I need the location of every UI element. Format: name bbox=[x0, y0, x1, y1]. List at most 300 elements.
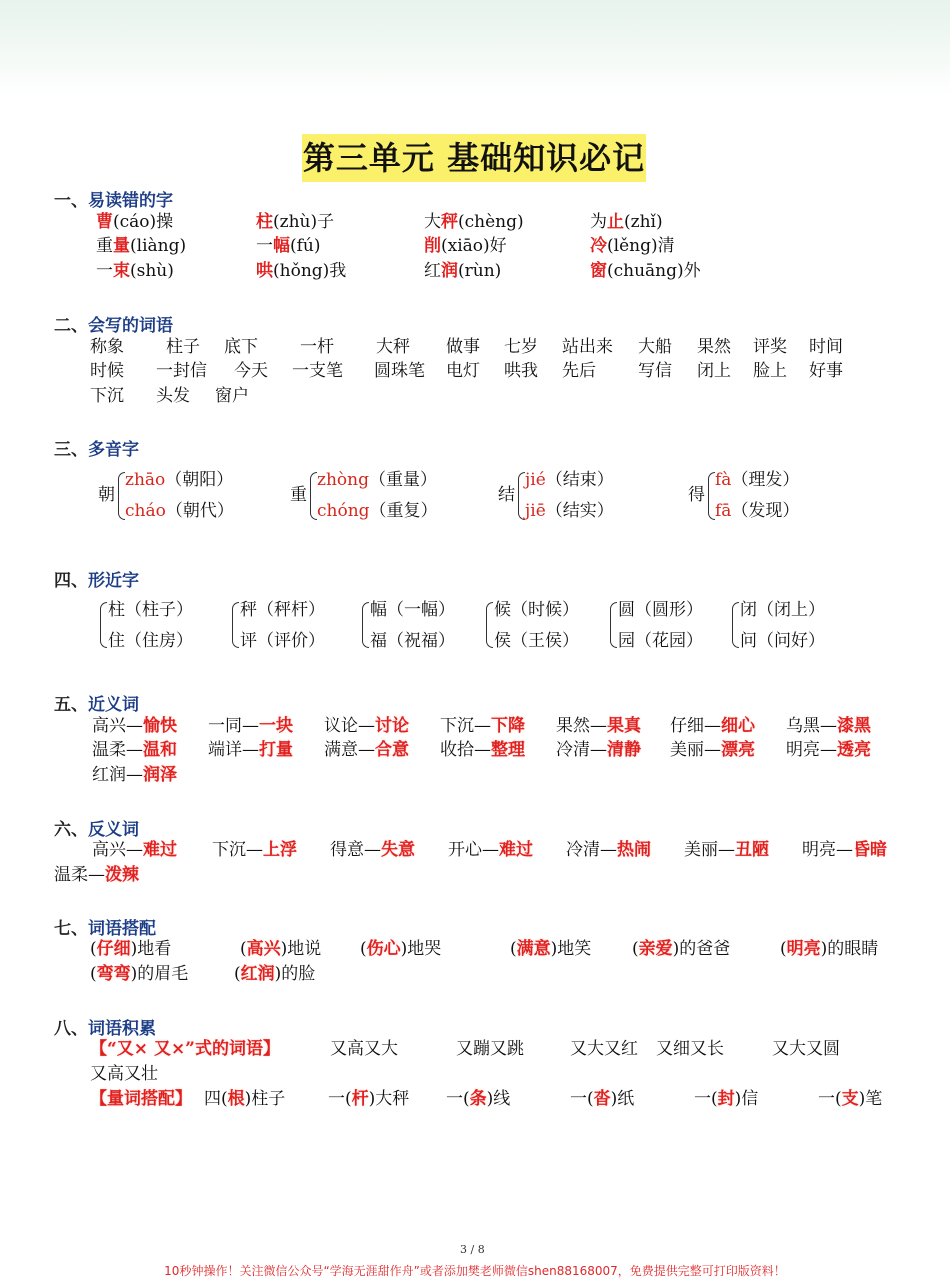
synonym-answer: 合意 bbox=[375, 740, 409, 760]
word-item bbox=[224, 335, 258, 359]
similar-char-text: 柱（柱子） bbox=[108, 600, 193, 620]
example-word: （朝阳） bbox=[165, 470, 234, 490]
word-text: )地哭 bbox=[400, 939, 442, 959]
synonym-answer: 打量 bbox=[259, 740, 293, 760]
word-text: 又大又圆 bbox=[772, 1039, 840, 1059]
polyphone-reading bbox=[715, 468, 799, 492]
pinyin-text: (zhǐ) bbox=[624, 212, 663, 232]
polyphone-char bbox=[98, 483, 115, 507]
polyphone-reading bbox=[317, 499, 438, 523]
word-text: 议论— bbox=[324, 716, 375, 736]
polyphone-char bbox=[290, 483, 307, 507]
section-1-heading: 一、易读错的字 bbox=[54, 191, 173, 211]
measure-word-tag bbox=[90, 1087, 192, 1111]
pinyin-text: (xiāo)好 bbox=[441, 236, 507, 256]
word-text: 做事 bbox=[446, 337, 480, 357]
word-item bbox=[562, 359, 596, 383]
plain-char: 重 bbox=[96, 236, 113, 256]
similar-char-entry bbox=[618, 629, 703, 653]
brace-bracket bbox=[118, 472, 125, 520]
synonym-answer: 细心 bbox=[721, 716, 755, 736]
section-2-heading: 二、会写的词语 bbox=[54, 316, 173, 336]
word-item bbox=[292, 359, 343, 383]
word-text: 柱子 bbox=[166, 337, 200, 357]
bracket-text: ( bbox=[632, 939, 639, 959]
word-text: 冷清— bbox=[556, 740, 607, 760]
brace-bracket bbox=[100, 602, 107, 648]
antonym-pair bbox=[330, 838, 415, 862]
collocation-item bbox=[360, 937, 441, 961]
collocation-item bbox=[234, 962, 315, 986]
word-text: 四( bbox=[204, 1089, 228, 1109]
word-item bbox=[374, 359, 425, 383]
polyphone-reading bbox=[525, 499, 614, 523]
brace-bracket bbox=[362, 602, 369, 648]
word-text: 先后 bbox=[562, 361, 596, 381]
pattern-tag-text: 【“又× 又×”式的词语】 bbox=[90, 1039, 280, 1059]
highlighted-char: 曹 bbox=[96, 212, 113, 232]
collocation-item bbox=[632, 937, 730, 961]
bracket-text: ( bbox=[780, 939, 787, 959]
word-text: 一( bbox=[328, 1089, 352, 1109]
word-text: 下沉— bbox=[440, 716, 491, 736]
collocation-item bbox=[90, 937, 171, 961]
synonym-pair bbox=[92, 714, 177, 738]
plain-char: 红 bbox=[424, 261, 441, 281]
collocation-item bbox=[240, 937, 321, 961]
word-text: 一( bbox=[446, 1089, 470, 1109]
pinyin-text: (cáo)操 bbox=[113, 212, 174, 232]
similar-char-text: 秤（秤杆） bbox=[240, 600, 325, 620]
antonym-answer: 丑陋 bbox=[735, 840, 769, 860]
section-8-heading: 八、词语积累 bbox=[54, 1019, 156, 1039]
section-6-heading: 六、反义词 bbox=[54, 820, 139, 840]
brace-bracket bbox=[610, 602, 617, 648]
pinyin-text: fà bbox=[715, 470, 732, 490]
word-text: )地看 bbox=[130, 939, 172, 959]
word-text: 窗户 bbox=[215, 386, 249, 406]
word-text: 大秤 bbox=[376, 337, 410, 357]
polyphone-base-char: 得 bbox=[688, 485, 705, 505]
word-item bbox=[638, 335, 672, 359]
word-text: 美丽— bbox=[684, 840, 735, 860]
misread-char-entry bbox=[256, 234, 321, 258]
collocation-answer: 亲爱 bbox=[638, 939, 673, 959]
synonym-pair bbox=[208, 714, 293, 738]
collocation-answer: 红润 bbox=[240, 964, 275, 984]
polyphone-reading bbox=[525, 468, 614, 492]
word-text: 收拾— bbox=[440, 740, 491, 760]
pattern-tag bbox=[90, 1037, 280, 1061]
measure-word-item bbox=[328, 1087, 409, 1111]
word-text: 好事 bbox=[809, 361, 843, 381]
highlighted-char: 冷 bbox=[590, 236, 607, 256]
word-item bbox=[156, 359, 207, 383]
synonym-answer: 润泽 bbox=[143, 765, 177, 785]
word-item bbox=[753, 335, 787, 359]
highlighted-char: 束 bbox=[113, 261, 130, 281]
polyphone-char bbox=[498, 483, 515, 507]
word-text: )的眉毛 bbox=[130, 964, 189, 984]
brace-bracket bbox=[310, 472, 317, 520]
word-text: 哄我 bbox=[504, 361, 538, 381]
word-text: )的眼睛 bbox=[820, 939, 879, 959]
similar-char-text: 候（时候） bbox=[494, 600, 579, 620]
brace-bracket bbox=[232, 602, 239, 648]
antonym-pair bbox=[566, 838, 651, 862]
highlighted-char: 幅 bbox=[273, 236, 290, 256]
section-7-heading: 七、词语搭配 bbox=[54, 919, 156, 939]
highlighted-char: 窗 bbox=[590, 261, 607, 281]
antonym-pair bbox=[802, 838, 887, 862]
antonym-pair bbox=[448, 838, 533, 862]
word-text: 闭上 bbox=[697, 361, 731, 381]
pattern-word bbox=[456, 1037, 524, 1061]
word-text: 端详— bbox=[208, 740, 259, 760]
highlighted-char: 柱 bbox=[256, 212, 273, 232]
measure-word-answer: 杆 bbox=[351, 1089, 369, 1109]
misread-char-entry bbox=[590, 210, 663, 234]
word-text: )信 bbox=[734, 1089, 759, 1109]
word-text: 一( bbox=[694, 1089, 718, 1109]
word-text: 大船 bbox=[638, 337, 672, 357]
measure-word-item bbox=[570, 1087, 634, 1111]
polyphone-reading bbox=[125, 499, 234, 523]
example-word: （重复） bbox=[369, 501, 438, 521]
word-text: 高兴— bbox=[92, 840, 143, 860]
measure-word-answer: 根 bbox=[227, 1089, 245, 1109]
word-text: 圆珠笔 bbox=[374, 361, 425, 381]
word-text: 脸上 bbox=[753, 361, 787, 381]
word-text: 开心— bbox=[448, 840, 499, 860]
example-word: （理发） bbox=[731, 470, 800, 490]
polyphone-reading bbox=[125, 468, 233, 492]
word-item bbox=[166, 335, 200, 359]
measure-word-item bbox=[204, 1087, 285, 1111]
measure-word-answer: 沓 bbox=[593, 1089, 611, 1109]
bracket-text: ( bbox=[360, 939, 367, 959]
page-title: 第三单元 基础知识必记 bbox=[302, 134, 646, 182]
similar-char-entry bbox=[370, 598, 455, 622]
pattern-word bbox=[90, 1062, 158, 1086]
pinyin-text: jié bbox=[525, 470, 546, 490]
measure-word-item bbox=[694, 1087, 758, 1111]
word-item bbox=[446, 359, 480, 383]
similar-char-text: 闭（闭上） bbox=[740, 600, 825, 620]
example-word: （重量） bbox=[368, 470, 437, 490]
similar-char-text: 问（问好） bbox=[740, 631, 825, 651]
word-text: 时间 bbox=[809, 337, 843, 357]
footer-notice: 10秒钟操作！关注微信公众号“学海无涯甜作舟”或者添加樊老师微信shen88168007，免费提供完整可打印版资料！ bbox=[164, 1264, 786, 1278]
word-text: 站出来 bbox=[562, 337, 613, 357]
similar-char-entry bbox=[740, 598, 825, 622]
pinyin-text: zhòng bbox=[317, 470, 369, 490]
synonym-pair bbox=[786, 738, 871, 762]
word-text: 今天 bbox=[234, 361, 268, 381]
polyphone-reading bbox=[317, 468, 437, 492]
synonym-pair bbox=[324, 714, 409, 738]
antonym-answer: 热闹 bbox=[617, 840, 651, 860]
similar-char-entry bbox=[618, 598, 703, 622]
pinyin-text: (zhù)子 bbox=[273, 212, 335, 232]
word-text: 明亮— bbox=[786, 740, 837, 760]
antonym-pair bbox=[92, 838, 177, 862]
polyphone-base-char: 重 bbox=[290, 485, 307, 505]
word-text: 时候 bbox=[90, 361, 124, 381]
antonym-answer: 难过 bbox=[499, 840, 533, 860]
synonym-answer: 讨论 bbox=[375, 716, 409, 736]
plain-char: 大 bbox=[424, 212, 441, 232]
pinyin-text: zhāo bbox=[125, 470, 166, 490]
collocation-answer: 满意 bbox=[516, 939, 551, 959]
antonym-pair bbox=[684, 838, 769, 862]
word-text: 一支笔 bbox=[292, 361, 343, 381]
word-text: 下沉— bbox=[212, 840, 263, 860]
plain-char: 为 bbox=[590, 212, 607, 232]
highlighted-char: 削 bbox=[424, 236, 441, 256]
similar-char-text: 福（祝福） bbox=[370, 631, 455, 651]
word-text: 乌黑— bbox=[786, 716, 837, 736]
collocation-answer: 明亮 bbox=[786, 939, 821, 959]
similar-char-entry bbox=[240, 598, 325, 622]
pattern-word bbox=[570, 1037, 638, 1061]
synonym-answer: 一块 bbox=[259, 716, 293, 736]
word-text: 一( bbox=[818, 1089, 842, 1109]
misread-char-entry bbox=[96, 234, 186, 258]
word-text: )地笑 bbox=[550, 939, 592, 959]
plain-char: 一 bbox=[96, 261, 113, 281]
pinyin-text: chóng bbox=[317, 501, 370, 521]
similar-char-entry bbox=[370, 629, 455, 653]
misread-char-entry bbox=[96, 259, 174, 283]
synonym-pair bbox=[556, 738, 641, 762]
misread-char-entry bbox=[590, 234, 675, 258]
word-text: 又大又红 bbox=[570, 1039, 638, 1059]
pinyin-text: (chèng) bbox=[458, 212, 524, 232]
word-item bbox=[697, 359, 731, 383]
word-item bbox=[504, 359, 538, 383]
word-text: 温柔— bbox=[54, 865, 105, 885]
similar-char-text: 幅（一幅） bbox=[370, 600, 455, 620]
word-text: 又蹦又跳 bbox=[456, 1039, 524, 1059]
pinyin-text: fā bbox=[715, 501, 732, 521]
collocation-item bbox=[510, 937, 591, 961]
measure-word-answer: 条 bbox=[469, 1089, 487, 1109]
example-word: （发现） bbox=[731, 501, 800, 521]
word-item bbox=[446, 335, 480, 359]
synonym-answer: 愉快 bbox=[143, 716, 177, 736]
misread-char-entry bbox=[424, 234, 507, 258]
similar-char-entry bbox=[240, 629, 325, 653]
synonym-pair bbox=[556, 714, 641, 738]
misread-char-entry bbox=[424, 210, 524, 234]
synonym-answer: 果真 bbox=[607, 716, 641, 736]
synonym-pair bbox=[786, 714, 871, 738]
pinyin-text: (lěng)清 bbox=[607, 236, 675, 256]
word-text: )地说 bbox=[280, 939, 322, 959]
synonym-pair bbox=[92, 738, 177, 762]
word-text: 果然— bbox=[556, 716, 607, 736]
word-text: 一同— bbox=[208, 716, 259, 736]
collocation-answer: 伤心 bbox=[366, 939, 401, 959]
word-item bbox=[234, 359, 268, 383]
synonym-pair bbox=[670, 714, 755, 738]
word-text: 称象 bbox=[90, 337, 124, 357]
word-text: 七岁 bbox=[504, 337, 538, 357]
word-item bbox=[215, 384, 249, 408]
word-text: 满意— bbox=[324, 740, 375, 760]
word-text: 仔细— bbox=[670, 716, 721, 736]
similar-char-entry bbox=[108, 629, 193, 653]
word-text: )笔 bbox=[858, 1089, 883, 1109]
measure-word-item bbox=[818, 1087, 882, 1111]
synonym-answer: 透亮 bbox=[837, 740, 871, 760]
word-text: 电灯 bbox=[446, 361, 480, 381]
bracket-text: ( bbox=[90, 939, 97, 959]
synonym-answer: 下降 bbox=[491, 716, 525, 736]
brace-bracket bbox=[486, 602, 493, 648]
highlighted-char: 秤 bbox=[441, 212, 458, 232]
word-text: 温柔— bbox=[92, 740, 143, 760]
bracket-text: ( bbox=[90, 964, 97, 984]
word-text: 又高又壮 bbox=[90, 1064, 158, 1084]
word-text: )纸 bbox=[610, 1089, 635, 1109]
similar-char-entry bbox=[108, 598, 193, 622]
word-item bbox=[809, 359, 843, 383]
highlighted-char: 止 bbox=[607, 212, 624, 232]
word-item bbox=[638, 359, 672, 383]
synonym-answer: 温和 bbox=[143, 740, 177, 760]
highlighted-char: 量 bbox=[113, 236, 130, 256]
brace-bracket bbox=[732, 602, 739, 648]
page-number: 3 / 8 bbox=[460, 1243, 485, 1256]
bracket-text: ( bbox=[510, 939, 517, 959]
word-text: 写信 bbox=[638, 361, 672, 381]
measure-word-answer: 封 bbox=[717, 1089, 735, 1109]
synonym-pair bbox=[670, 738, 755, 762]
misread-char-entry bbox=[424, 259, 501, 283]
synonym-answer: 漂亮 bbox=[721, 740, 755, 760]
pinyin-text: (rùn) bbox=[458, 261, 502, 281]
antonym-answer: 泼辣 bbox=[105, 865, 139, 885]
example-word: （结束） bbox=[545, 470, 614, 490]
synonym-pair bbox=[324, 738, 409, 762]
polyphone-base-char: 结 bbox=[498, 485, 515, 505]
antonym-pair bbox=[54, 863, 139, 887]
pinyin-text: (hǒng)我 bbox=[273, 261, 347, 281]
word-item bbox=[562, 335, 613, 359]
measure-tag-text: 【量词搭配】 bbox=[90, 1089, 192, 1109]
antonym-pair bbox=[212, 838, 297, 862]
top-band bbox=[0, 0, 950, 96]
word-text: )大秤 bbox=[368, 1089, 410, 1109]
similar-char-entry bbox=[494, 598, 579, 622]
collocation-answer: 弯弯 bbox=[96, 964, 131, 984]
similar-char-entry bbox=[494, 629, 579, 653]
word-text: 一杆 bbox=[300, 337, 334, 357]
word-text: )的爸爸 bbox=[672, 939, 731, 959]
collocation-item bbox=[780, 937, 878, 961]
highlighted-char: 哄 bbox=[256, 261, 273, 281]
word-item bbox=[809, 335, 843, 359]
word-text: 又高又大 bbox=[330, 1039, 398, 1059]
pattern-word bbox=[656, 1037, 724, 1061]
antonym-answer: 上浮 bbox=[263, 840, 297, 860]
similar-char-entry bbox=[740, 629, 825, 653]
polyphone-char bbox=[688, 483, 705, 507]
word-item bbox=[90, 384, 124, 408]
misread-char-entry bbox=[256, 210, 334, 234]
brace-bracket bbox=[518, 472, 525, 520]
antonym-answer: 难过 bbox=[143, 840, 177, 860]
word-item bbox=[376, 335, 410, 359]
word-item bbox=[697, 335, 731, 359]
measure-word-answer: 支 bbox=[841, 1089, 859, 1109]
pattern-word bbox=[772, 1037, 840, 1061]
similar-char-text: 圆（圆形） bbox=[618, 600, 703, 620]
word-text: 头发 bbox=[156, 386, 190, 406]
word-text: 高兴— bbox=[92, 716, 143, 736]
similar-char-text: 侯（王侯） bbox=[494, 631, 579, 651]
word-item bbox=[504, 335, 538, 359]
word-text: 果然 bbox=[697, 337, 731, 357]
pattern-word bbox=[330, 1037, 398, 1061]
word-item bbox=[90, 335, 124, 359]
example-word: （朝代） bbox=[165, 501, 234, 521]
brace-bracket bbox=[708, 472, 715, 520]
bracket-text: ( bbox=[234, 964, 241, 984]
word-text: 冷清— bbox=[566, 840, 617, 860]
word-text: 得意— bbox=[330, 840, 381, 860]
pinyin-text: (shù) bbox=[130, 261, 174, 281]
pinyin-text: cháo bbox=[125, 501, 166, 521]
section-4-heading: 四、形近字 bbox=[54, 571, 139, 591]
word-text: 评奖 bbox=[753, 337, 787, 357]
word-item bbox=[300, 335, 334, 359]
similar-char-text: 园（花园） bbox=[618, 631, 703, 651]
synonym-answer: 漆黑 bbox=[837, 716, 871, 736]
similar-char-text: 评（评价） bbox=[240, 631, 325, 651]
collocation-answer: 高兴 bbox=[246, 939, 281, 959]
misread-char-entry bbox=[96, 210, 173, 234]
section-5-heading: 五、近义词 bbox=[54, 695, 139, 715]
antonym-answer: 失意 bbox=[381, 840, 415, 860]
synonym-answer: 清静 bbox=[607, 740, 641, 760]
word-text: 下沉 bbox=[90, 386, 124, 406]
word-text: 底下 bbox=[224, 337, 258, 357]
word-text: 又细又长 bbox=[656, 1039, 724, 1059]
misread-char-entry bbox=[590, 259, 701, 283]
pinyin-text: (chuāng)外 bbox=[607, 261, 701, 281]
pinyin-text: jiē bbox=[525, 501, 546, 521]
polyphone-reading bbox=[715, 499, 799, 523]
similar-char-text: 住（住房） bbox=[108, 631, 193, 651]
word-text: 一( bbox=[570, 1089, 594, 1109]
word-text: 明亮— bbox=[802, 840, 853, 860]
synonym-pair bbox=[208, 738, 293, 762]
word-text: )线 bbox=[486, 1089, 511, 1109]
synonym-answer: 整理 bbox=[491, 740, 525, 760]
highlighted-char: 润 bbox=[441, 261, 458, 281]
word-text: )柱子 bbox=[244, 1089, 286, 1109]
synonym-pair bbox=[440, 738, 525, 762]
word-text: )的脸 bbox=[274, 964, 316, 984]
pinyin-text: (fú) bbox=[290, 236, 321, 256]
example-word: （结实） bbox=[545, 501, 614, 521]
collocation-answer: 仔细 bbox=[96, 939, 131, 959]
synonym-pair bbox=[440, 714, 525, 738]
misread-char-entry bbox=[256, 259, 346, 283]
